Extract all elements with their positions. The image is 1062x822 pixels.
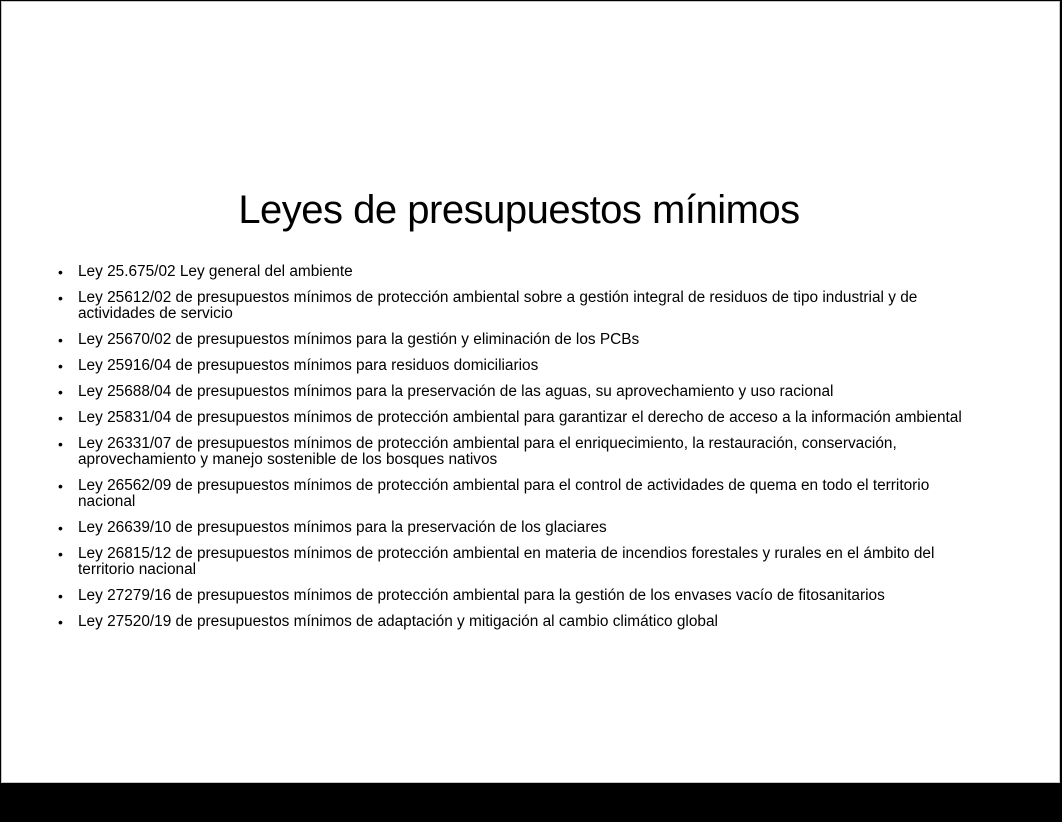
bullet-icon: • [58, 410, 63, 426]
list-item [58, 520, 988, 536]
list-item [58, 614, 988, 630]
bullet-icon: • [58, 520, 63, 536]
list-item-text: Ley 25916/04 de presupuestos mínimos para residuos domiciliarios [78, 357, 539, 374]
slide-title: Leyes de presupuestos mínimos [238, 188, 800, 232]
list-item [58, 332, 988, 348]
list-item-text: Ley 27279/16 de presupuestos mínimos de protección ambiental para la gestión de los envases vacío de fitosanitarios [78, 587, 885, 604]
list-item [58, 290, 988, 322]
list-item [58, 410, 988, 426]
bullet-icon: • [58, 332, 63, 348]
list-item-text: Ley 26815/12 de presupuestos mínimos de protección ambiental en materia de incendios forestales y rurales en el ámbito del territorio nacional [78, 545, 935, 578]
bullet-icon: • [58, 290, 63, 306]
list-item-text: Ley 25688/04 de presupuestos mínimos para la preservación de las aguas, su aprovechamiento y uso racional [78, 383, 834, 400]
list-item [58, 588, 988, 604]
list-item [58, 436, 988, 468]
list-item [58, 546, 988, 578]
bullet-icon: • [58, 358, 63, 374]
bullet-icon: • [58, 264, 63, 280]
bullet-icon: • [58, 614, 63, 630]
list-item-text: Ley 27520/19 de presupuestos mínimos de adaptación y mitigación al cambio climático global [78, 613, 718, 630]
list-item-text: Ley 25831/04 de presupuestos mínimos de protección ambiental para garantizar el derecho de acceso a la información ambiental [78, 409, 962, 426]
list-item-text: Ley 26562/09 de presupuestos mínimos de protección ambiental para el control de actividades de quema en todo el territorio nacional [78, 477, 930, 510]
bullet-icon: • [58, 478, 63, 494]
list-item-text: Ley 26331/07 de presupuestos mínimos de protección ambiental para el enriquecimiento, la restauración, conservación, aprovechamiento y manejo sostenible de los bosques nativos [78, 435, 897, 468]
list-item [58, 478, 988, 510]
list-item [58, 384, 988, 400]
list-item-text: Ley 25670/02 de presupuestos mínimos para la gestión y eliminación de los PCBs [78, 331, 640, 348]
bullet-icon: • [58, 546, 63, 562]
list-item [58, 358, 988, 374]
list-item-text: Ley 26639/10 de presupuestos mínimos para la preservación de los glaciares [78, 519, 607, 536]
list-item-text: Ley 25.675/02 Ley general del ambiente [78, 263, 353, 280]
bullet-icon: • [58, 384, 63, 400]
bullet-icon: • [58, 436, 63, 452]
list-item [58, 264, 988, 280]
bullet-list [58, 264, 988, 640]
bottom-black-bar [0, 784, 1062, 822]
slide [1, 1, 1060, 783]
list-item-text: Ley 25612/02 de presupuestos mínimos de protección ambiental sobre a gestión integral de residuos de tipo industrial y de actividades de servicio [78, 289, 918, 322]
bullet-icon: • [58, 588, 63, 604]
